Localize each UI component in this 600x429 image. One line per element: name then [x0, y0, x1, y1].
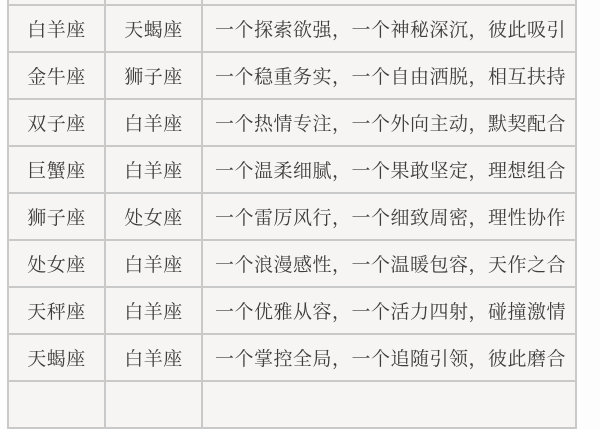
table-row [9, 335, 575, 382]
table-row [9, 53, 575, 100]
sign-b-cell: 狮子座 [106, 53, 203, 98]
sign-b-cell [106, 382, 203, 427]
sign-b-cell: 天蝎座 [106, 6, 203, 51]
sign-a-cell: 双子座 [9, 100, 106, 145]
zodiac-pairing-table [7, 0, 577, 429]
sign-b-cell: 白羊座 [106, 288, 203, 333]
sign-a-cell [9, 0, 106, 4]
table-row [9, 147, 575, 194]
sign-b-cell [106, 0, 203, 4]
description-cell: 一个探索欲强，一个神秘深沉，彼此吸引 [215, 20, 567, 41]
sign-a-cell: 处女座 [9, 241, 106, 286]
sign-a-cell: 巨蟹座 [9, 147, 106, 192]
table-row [9, 288, 575, 335]
sign-a-cell: 天秤座 [9, 288, 106, 333]
sign-a-cell: 狮子座 [9, 194, 106, 239]
table-row [9, 6, 575, 53]
description-cell: 一个热情专注，一个外向主动，默契配合 [215, 114, 567, 135]
table-row-partial-bottom [9, 382, 575, 429]
description-cell: 一个优雅从容，一个活力四射，碰撞激情 [215, 302, 567, 323]
description-cell: 一个浪漫感性，一个温暖包容，天作之合 [215, 255, 567, 276]
sign-b-cell: 白羊座 [106, 241, 203, 286]
sign-b-cell: 白羊座 [106, 100, 203, 145]
table-row [9, 100, 575, 147]
table-row [9, 194, 575, 241]
sign-a-cell: 金牛座 [9, 53, 106, 98]
sign-b-cell: 白羊座 [106, 335, 203, 380]
sign-b-cell: 白羊座 [106, 147, 203, 192]
sign-a-cell [9, 382, 106, 427]
sign-a-cell: 白羊座 [9, 6, 106, 51]
description-cell: 一个雷厉风行，一个细致周密，理性协作 [215, 208, 567, 229]
description-cell: 一个稳重务实，一个自由洒脱，相互扶持 [215, 67, 567, 88]
description-cell: 一个温柔细腻，一个果敢坚定，理想组合 [215, 161, 567, 182]
sign-a-cell: 天蝎座 [9, 335, 106, 380]
table-row [9, 241, 575, 288]
description-cell [203, 382, 575, 427]
sign-b-cell: 处女座 [106, 194, 203, 239]
description-cell: 一个掌控全局，一个追随引领，彼此磨合 [215, 349, 567, 370]
description-cell [203, 0, 575, 4]
